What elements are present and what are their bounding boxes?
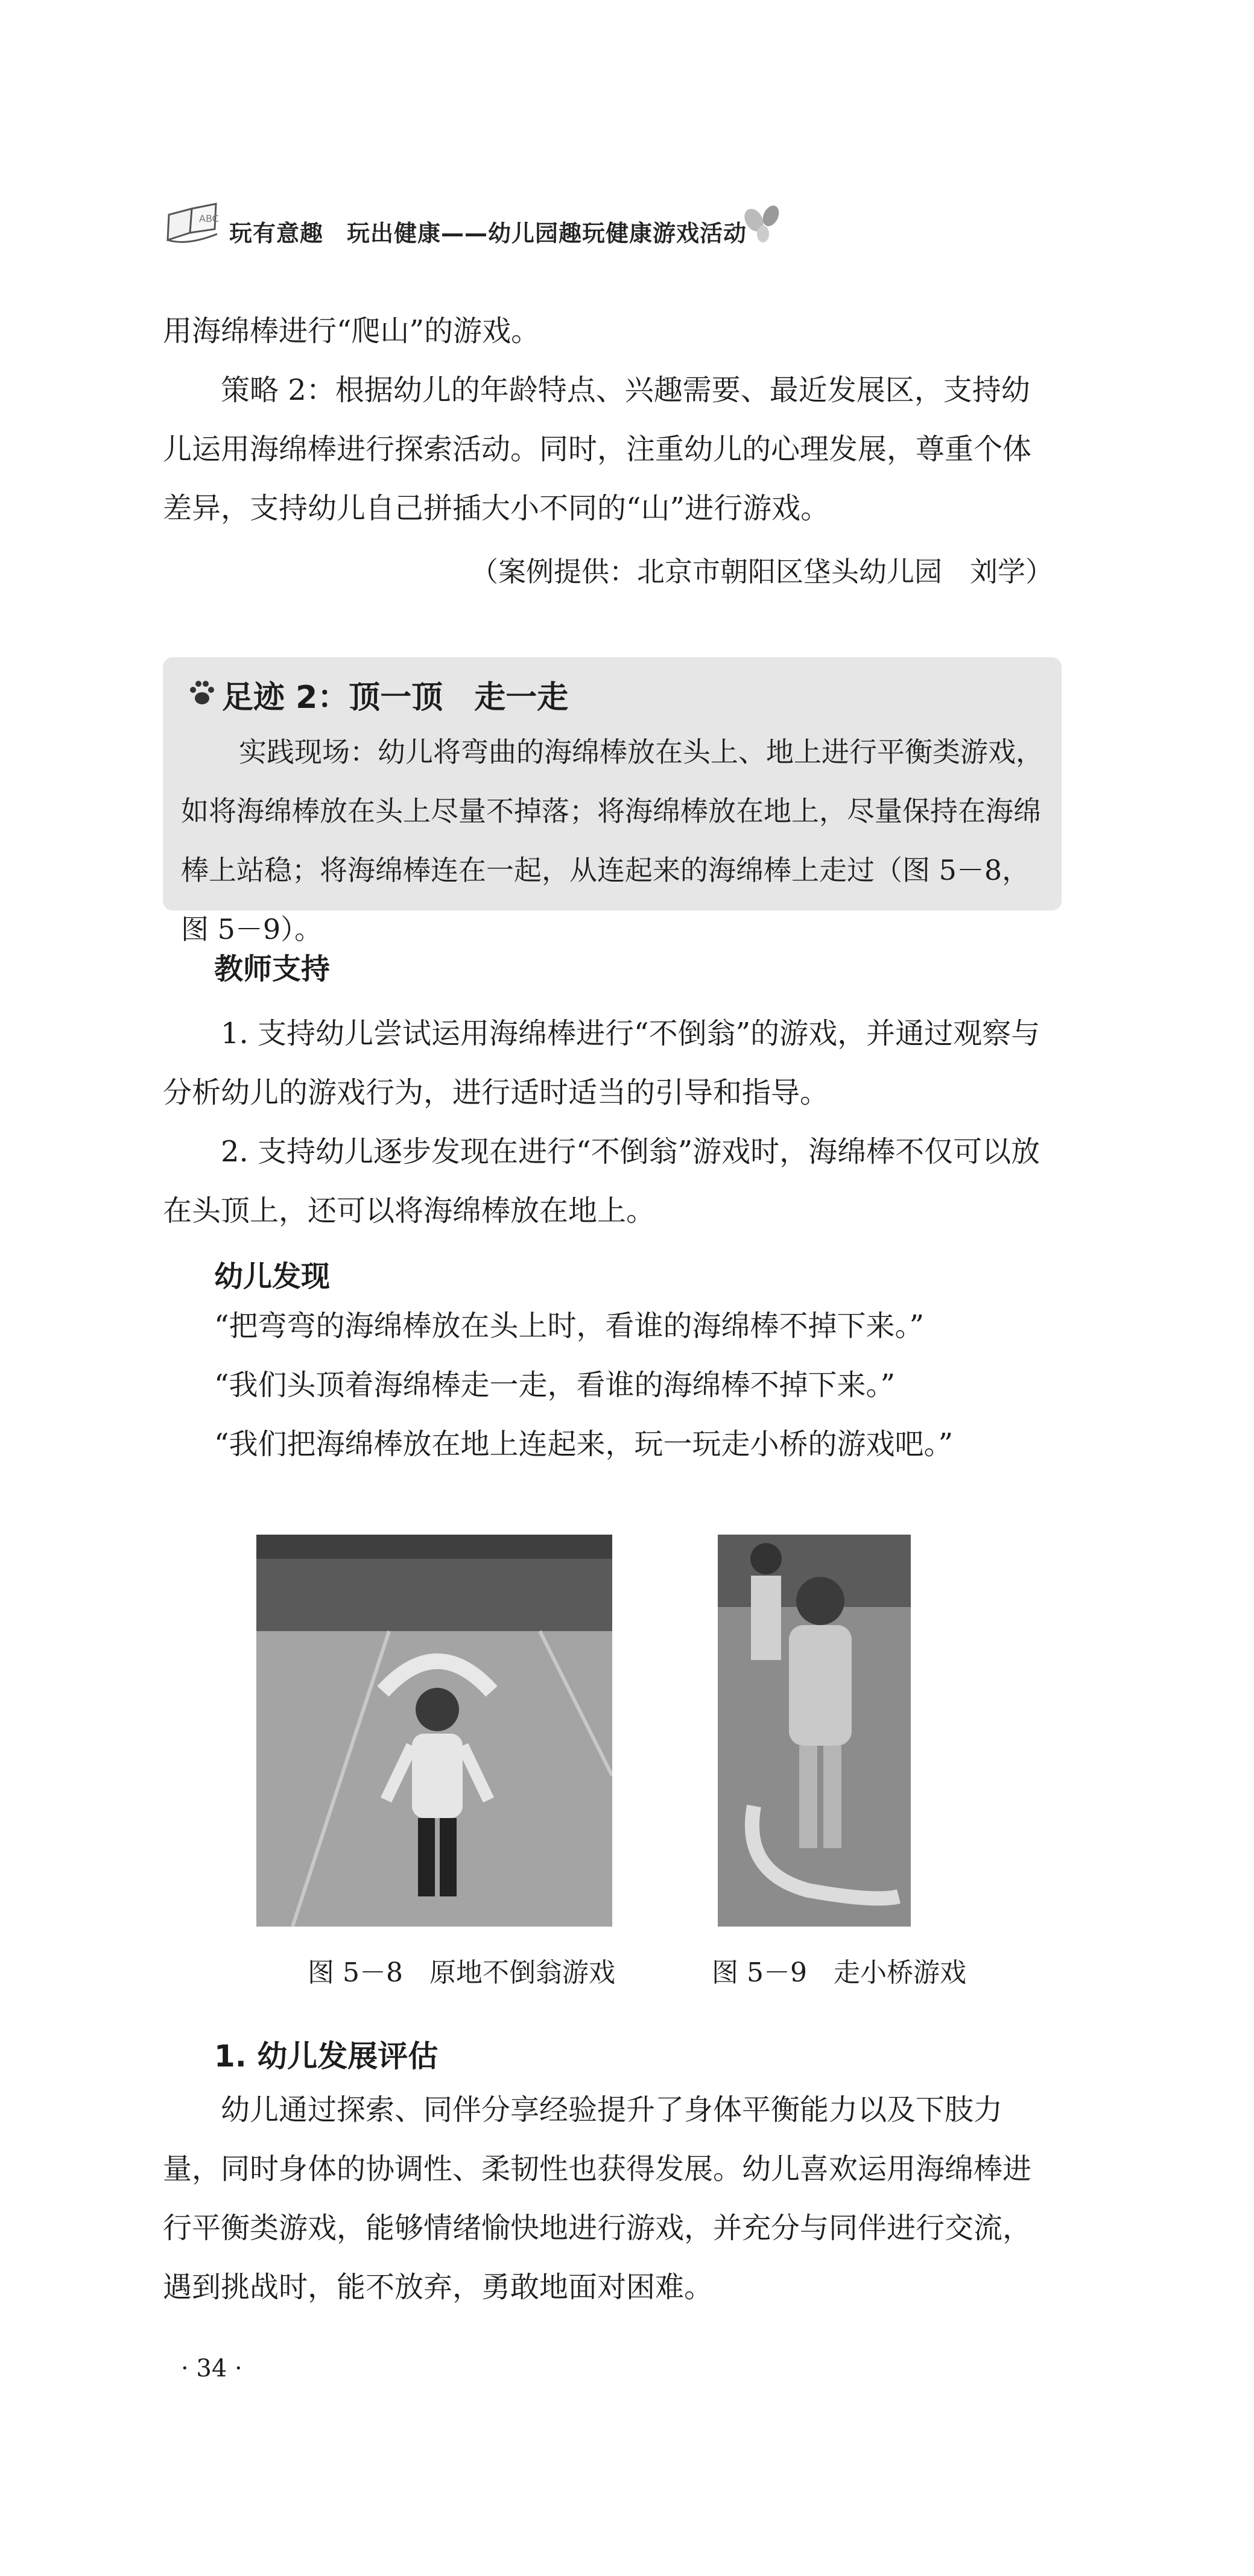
case-source: （案例提供：北京市朝阳区垡头幼儿园 刘学） [470,555,1053,588]
intro-line: 用海绵棒进行“爬山”的游戏。 [163,314,540,348]
child-quote: “我们头顶着海绵棒走一走，看谁的海绵棒不掉下来。” [214,1368,896,1402]
teacher-support-heading: 教师支持 [214,952,331,986]
footprint-box [163,657,1062,945]
running-header [163,192,887,258]
book-icon [163,198,223,252]
figure-5-8-caption: 图 5－8 原地不倒翁游戏 [308,1957,615,1988]
evaluation-body: 幼儿通过探索、同伴分享经验提升了身体平衡能力以及下肢力量，同时身体的协调性、柔韧性也获得发展。幼儿喜欢运用海绵棒进行平衡类游戏，能够情绪愉快地进行游戏，并充分与同伴进行交流，遇到挑战时，能不放弃，勇敢地面对困难。 [163,2093,1032,2304]
leaf-decoration-icon [736,199,790,247]
child-findings-heading: 幼儿发现 [214,1260,331,1293]
strategy-2-paragraph: 策略 2：根据幼儿的年龄特点、兴趣需要、最近发展区，支持幼儿运用海绵棒进行探索活动。同时，注重幼儿的心理发展，尊重个体差异，支持幼儿自己拼插大小不同的“山”进行游戏。 [163,373,1032,525]
running-title: 玩有意趣 玩出健康——幼儿园趣玩健康游戏活动 [229,220,747,247]
teacher-support-item-2: 2. 支持幼儿逐步发现在进行“不倒翁”游戏时，海绵棒不仅可以放在头顶上，还可以将海绵棒放在地上。 [163,1135,1040,1228]
teacher-support-item-1: 1. 支持幼儿尝试运用海绵棒进行“不倒翁”的游戏，并通过观察与分析幼儿的游戏行为，进行适时适当的引导和指导。 [163,1017,1040,1110]
page-number: · 34 · [181,2355,242,2382]
footprint-body: 实践现场：幼儿将弯曲的海绵棒放在头上、地上进行平衡类游戏，如将海绵棒放在头上尽量不掉落；将海绵棒放在地上，尽量保持在海绵棒上站稳；将海绵棒连在一起，从连起来的海绵棒上走过（图 5－8，图 5－9）。 [181,736,1043,945]
footprint-title: 足迹 2：顶一顶 走一走 [222,680,569,716]
child-quote: “我们把海绵棒放在地上连起来，玩一玩走小桥的游戏吧。” [214,1427,954,1461]
figure-5-8-photo [256,1535,612,1927]
svg-text:ABC: ABC [199,213,219,224]
figure-5-9-caption: 图 5－9 走小桥游戏 [712,1957,966,1988]
child-walking-photo [718,1535,911,1927]
figure-5-9-photo [718,1535,911,1927]
child-quote: “把弯弯的海绵棒放在头上时，看谁的海绵棒不掉下来。” [214,1309,925,1343]
child-balancing-photo [256,1535,612,1927]
evaluation-heading: 1. 幼儿发展评估 [214,2039,439,2074]
